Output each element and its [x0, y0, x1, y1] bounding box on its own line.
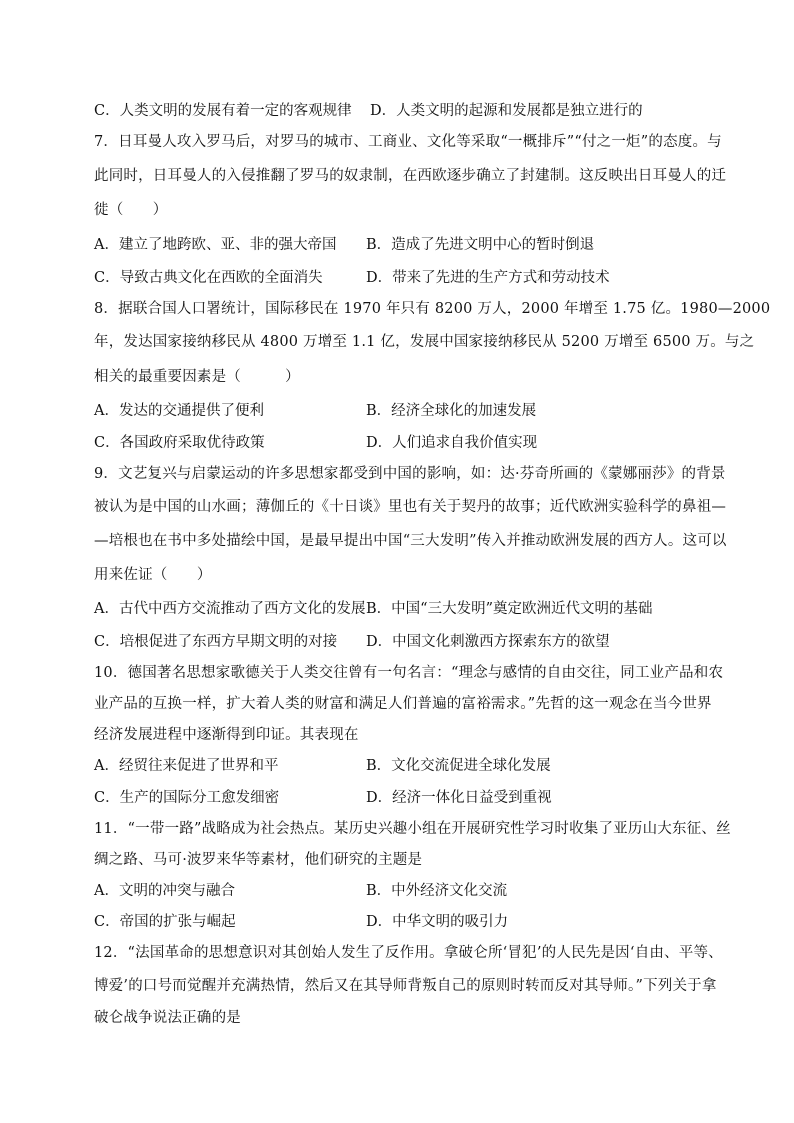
q7-options-row-cd [94, 268, 610, 288]
q6-options-row-cd [94, 101, 643, 121]
q7-option-b[interactable]: B．造成了先进文明中心的暂时倒退 [366, 237, 595, 253]
q11-option-c[interactable]: C．帝国的扩张与崛起 [94, 914, 236, 930]
q9-options-row-cd [94, 632, 610, 652]
q6-option-c[interactable]: C．人类文明的发展有着一定的客观规律 [94, 103, 352, 119]
q9-option-c[interactable]: C．培根促进了东西方早期文明的对接 [94, 634, 338, 650]
q12-stem-line-2: 博爱’的口号而觉醒并充满热情，然后又在其导师背叛自己的原则时转而反对其导师。”下列关于拿 [94, 978, 717, 994]
q10-options-row-cd [94, 788, 552, 808]
q7-stem-line-1: 7．日耳曼人攻入罗马后，对罗马的城市、工商业、文化等采取“一概排斥”“付之一炬”的态度。与 [94, 134, 722, 150]
q10-stem-line-3: 经济发展进程中逐渐得到印证。其表现在 [94, 727, 359, 743]
q8-options-row-ab [94, 401, 536, 421]
q11-option-b[interactable]: B．中外经济文化交流 [366, 883, 508, 899]
q12-stem-line-3: 破仑战争说法正确的是 [94, 1010, 241, 1026]
q9-stem-line-2: 被认为是中国的山水画；薄伽丘的《十日谈》里也有关于契丹的故事；近代欧洲实验科学的鼻祖— [94, 499, 727, 515]
q11-option-d[interactable]: D．中华文明的吸引力 [366, 914, 509, 930]
q10-option-c[interactable]: C．生产的国际分工愈发细密 [94, 790, 280, 806]
q8-option-d[interactable]: D．人们追求自我价值实现 [366, 435, 538, 451]
q8-options-row-cd [94, 433, 537, 453]
q7-option-c[interactable]: C．导致古典文化在西欧的全面消失 [94, 270, 323, 286]
q8-stem-line-2: 年，发达国家接纳移民从 4800 万增至 1.1 亿，发展中国家接纳移民从 5200 万增至 6500 万。与之 [94, 334, 755, 350]
q8-option-c[interactable]: C．各国政府采取优待政策 [94, 435, 265, 451]
q11-stem-line-1: 11．“一带一路”战略成为社会热点。某历史兴趣小组在开展研究性学习时收集了亚历山大东征、丝 [94, 821, 731, 837]
q11-option-a[interactable]: A．文明的冲突与融合 [94, 883, 235, 899]
q8-option-a[interactable]: A．发达的交通提供了便利 [94, 403, 264, 419]
q8-stem-line-1: 8．据联合国人口署统计，国际移民在 1970 年只有 8200 万人，2000 年增至 1.75 亿。1980—2000 [94, 301, 771, 317]
q6-option-d[interactable]: D．人类文明的起源和发展都是独立进行的 [370, 103, 643, 119]
q11-options-row-ab [94, 881, 507, 901]
q9-stem-line-1: 9．文艺复兴与启蒙运动的许多思想家都受到中国的影响，如：达·芬奇所画的《蒙娜丽莎》的背景 [94, 466, 726, 482]
q7-stem-line-3: 徙（ ） [94, 202, 168, 218]
q10-option-d[interactable]: D．经济一体化日益受到重视 [366, 790, 552, 806]
q9-option-b[interactable]: B．中国“三大发明”奠定欧洲近代文明的基础 [366, 601, 653, 617]
q7-option-a[interactable]: A．建立了地跨欧、亚、非的强大帝国 [94, 237, 337, 253]
q11-stem-line-2: 绸之路、马可·波罗来华等素材，他们研究的主题是 [94, 852, 423, 868]
q8-stem-line-3: 相关的最重要因素是（ ） [94, 369, 300, 385]
q10-stem-line-2: 业产品的互换一样，扩大着人类的财富和满足人们普遍的富裕需求。”先哲的这一观念在当今世界 [94, 696, 712, 712]
q9-option-a[interactable]: A．古代中西方交流推动了西方文化的发展 [94, 601, 366, 617]
q9-stem-line-3: —培根也在书中多处描绘中国，是最早提出中国“三大发明”传入并推动欧洲发展的西方人。这可以 [94, 533, 727, 549]
q10-stem-line-1: 10．德国著名思想家歌德关于人类交往曾有一句名言：“理念与感情的自由交往，同工业产品和农 [94, 665, 724, 681]
q9-option-d[interactable]: D．中国文化刺激西方探索东方的欲望 [366, 634, 610, 650]
q10-options-row-ab [94, 756, 551, 776]
q12-stem-line-1: 12．“法国革命的思想意识对其创始人发生了反作用。拿破仑所‘冒犯’的人民先是因‘自由、平等、 [94, 945, 723, 961]
q11-options-row-cd [94, 912, 508, 932]
q10-option-a[interactable]: A．经贸往来促进了世界和平 [94, 758, 279, 774]
q9-stem-line-4: 用来佐证（ ） [94, 567, 212, 583]
q10-option-b[interactable]: B．文化交流促进全球化发展 [366, 758, 551, 774]
q9-options-row-ab [94, 599, 652, 619]
q7-options-row-ab [94, 235, 594, 255]
q8-option-b[interactable]: B．经济全球化的加速发展 [366, 403, 537, 419]
q7-stem-line-2: 此同时，日耳曼人的入侵推翻了罗马的奴隶制，在西欧逐步确立了封建制。这反映出日耳曼人的迁 [94, 168, 727, 184]
q7-option-d[interactable]: D．带来了先进的生产方式和劳动技术 [366, 270, 610, 286]
